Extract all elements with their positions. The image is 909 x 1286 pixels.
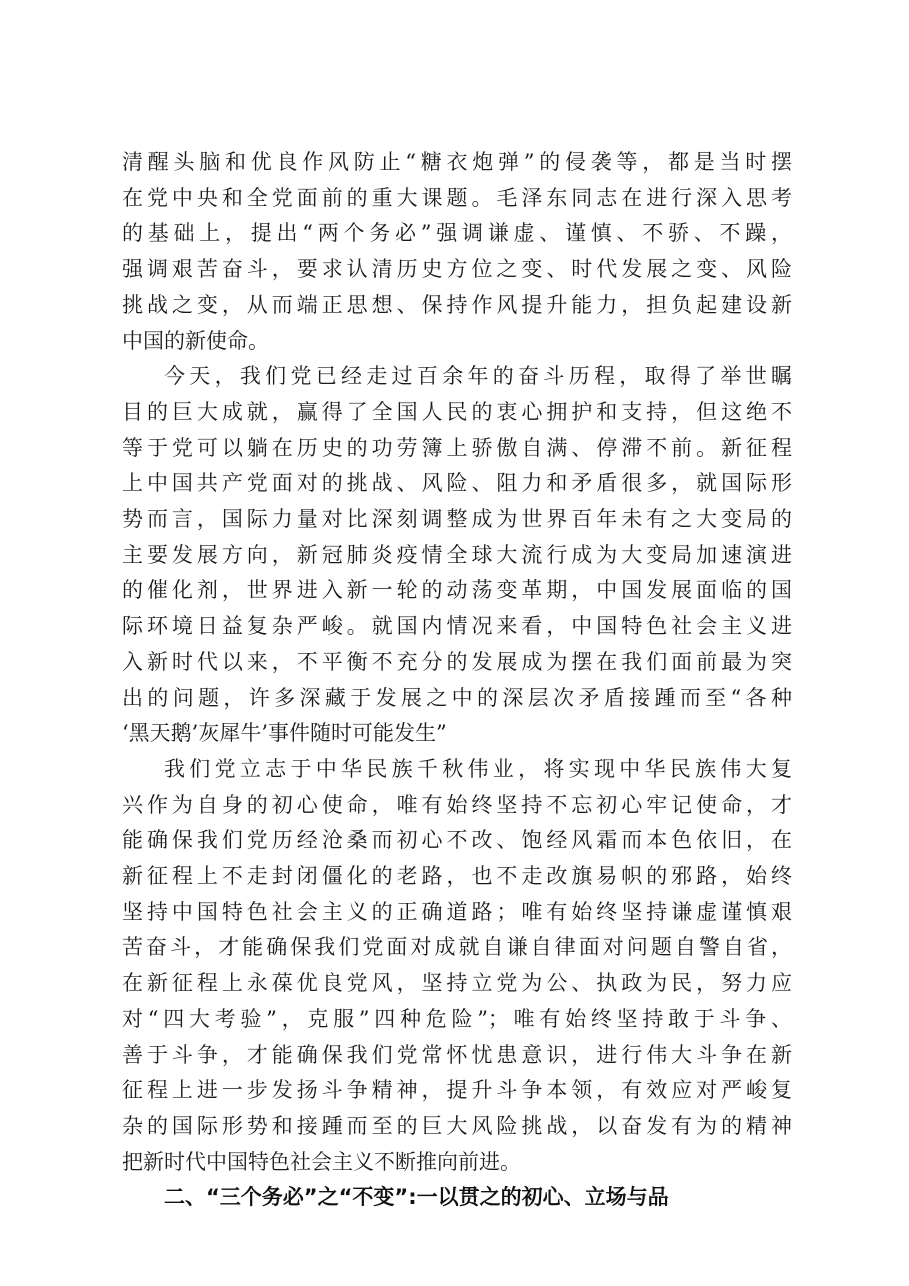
text-line: 我们党立志于中华民族千秋伟业，将实现中华民族伟大复 [164, 756, 792, 781]
text-line: 中国的新使命。 [122, 328, 269, 353]
paragraph-3 [122, 752, 792, 1180]
text-line: 挑战之变，从而端正思想、保持作风提升能力，担负起建设新 [122, 292, 792, 317]
text-line: 上中国共产党面对的挑战、风险、阻力和矛盾很多，就国际形 [122, 471, 792, 496]
text-line: 坚持中国特色社会主义的正确道路；唯有始终坚持谦虚谨慎艰 [122, 899, 792, 924]
text-line: 清醒头脑和优良作风防止“糖衣炮弹”的侵袭等，都是当时摆 [122, 150, 792, 174]
text-line: 等于党可以躺在历史的功劳簿上骄傲自满、停滞不前。新征程 [122, 435, 792, 460]
text-line: 势而言，国际力量对比深刻调整成为世界百年未有之大变局的 [122, 507, 792, 532]
text-line: 把新时代中国特色社会主义不断推向前进。 [122, 1149, 521, 1174]
text-line: 杂的国际形势和接踵而至的巨大风险挑战，以奋发有为的精神 [122, 1113, 792, 1138]
text-line: 在新征程上永葆优良党风，坚持立党为公、执政为民，努力应 [122, 971, 792, 996]
text-line: 的基础上，提出“两个务必”强调谦虚、谨慎、不骄、不躁， [122, 221, 792, 246]
text-line: 征程上进一步发扬斗争精神，提升斗争本领，有效应对严峻复 [122, 1078, 792, 1103]
text-line: 苦奋斗，才能确保我们党面对成就自谦自律面对问题自警自省， [122, 935, 792, 960]
document-body [122, 145, 792, 1216]
text-line: 兴作为自身的初心使命，唯有始终坚持不忘初心牢记使命，才 [122, 792, 792, 817]
text-line: 际环境日益复杂严峻。就国内情况来看，中国特色社会主义进 [122, 614, 792, 639]
text-line: 对“四大考验”，克服”四种危险”；唯有始终坚持敢于斗争、 [122, 1006, 792, 1031]
text-line: 今天，我们党已经走过百余年的奋斗历程，取得了举世瞩 [164, 364, 792, 389]
text-line: ‘黑天鹅’灰犀牛’事件随时可能发生” [122, 721, 447, 746]
text-line: 出的问题，许多深藏于发展之中的深层次矛盾接踵而至“各种 [122, 685, 792, 710]
text-line: 能确保我们党历经沧桑而初心不改、饱经风霜而本色依旧，在 [122, 828, 792, 853]
text-line: 在党中央和全党面前的重大课题。毛泽东同志在进行深入思考 [122, 185, 792, 210]
text-line: 善于斗争，才能确保我们党常怀忧患意识，进行伟大斗争在新 [122, 1042, 792, 1067]
text-line: 主要发展方向，新冠肺炎疫情全球大流行成为大变局加速演进 [122, 542, 792, 567]
text-line: 目的巨大成就，赢得了全国人民的衷心拥护和支持，但这绝不 [122, 399, 792, 424]
text-line: 入新时代以来，不平衡不充分的发展成为摆在我们面前最为突 [122, 649, 792, 674]
paragraph-1 [122, 145, 792, 359]
text-line: 新征程上不走封闭僵化的老路，也不走改旗易帜的邪路，始终 [122, 864, 792, 889]
section-heading: 二、“三个务必”之“不变”:一以贯之的初心、立场与品 [164, 1185, 669, 1210]
text-line: 强调艰苦奋斗，要求认清历史方位之变、时代发展之变、风险 [122, 257, 792, 282]
paragraph-2 [122, 359, 792, 752]
text-line: 的催化剂，世界进入新一轮的动荡变革期，中国发展面临的国 [122, 578, 792, 603]
